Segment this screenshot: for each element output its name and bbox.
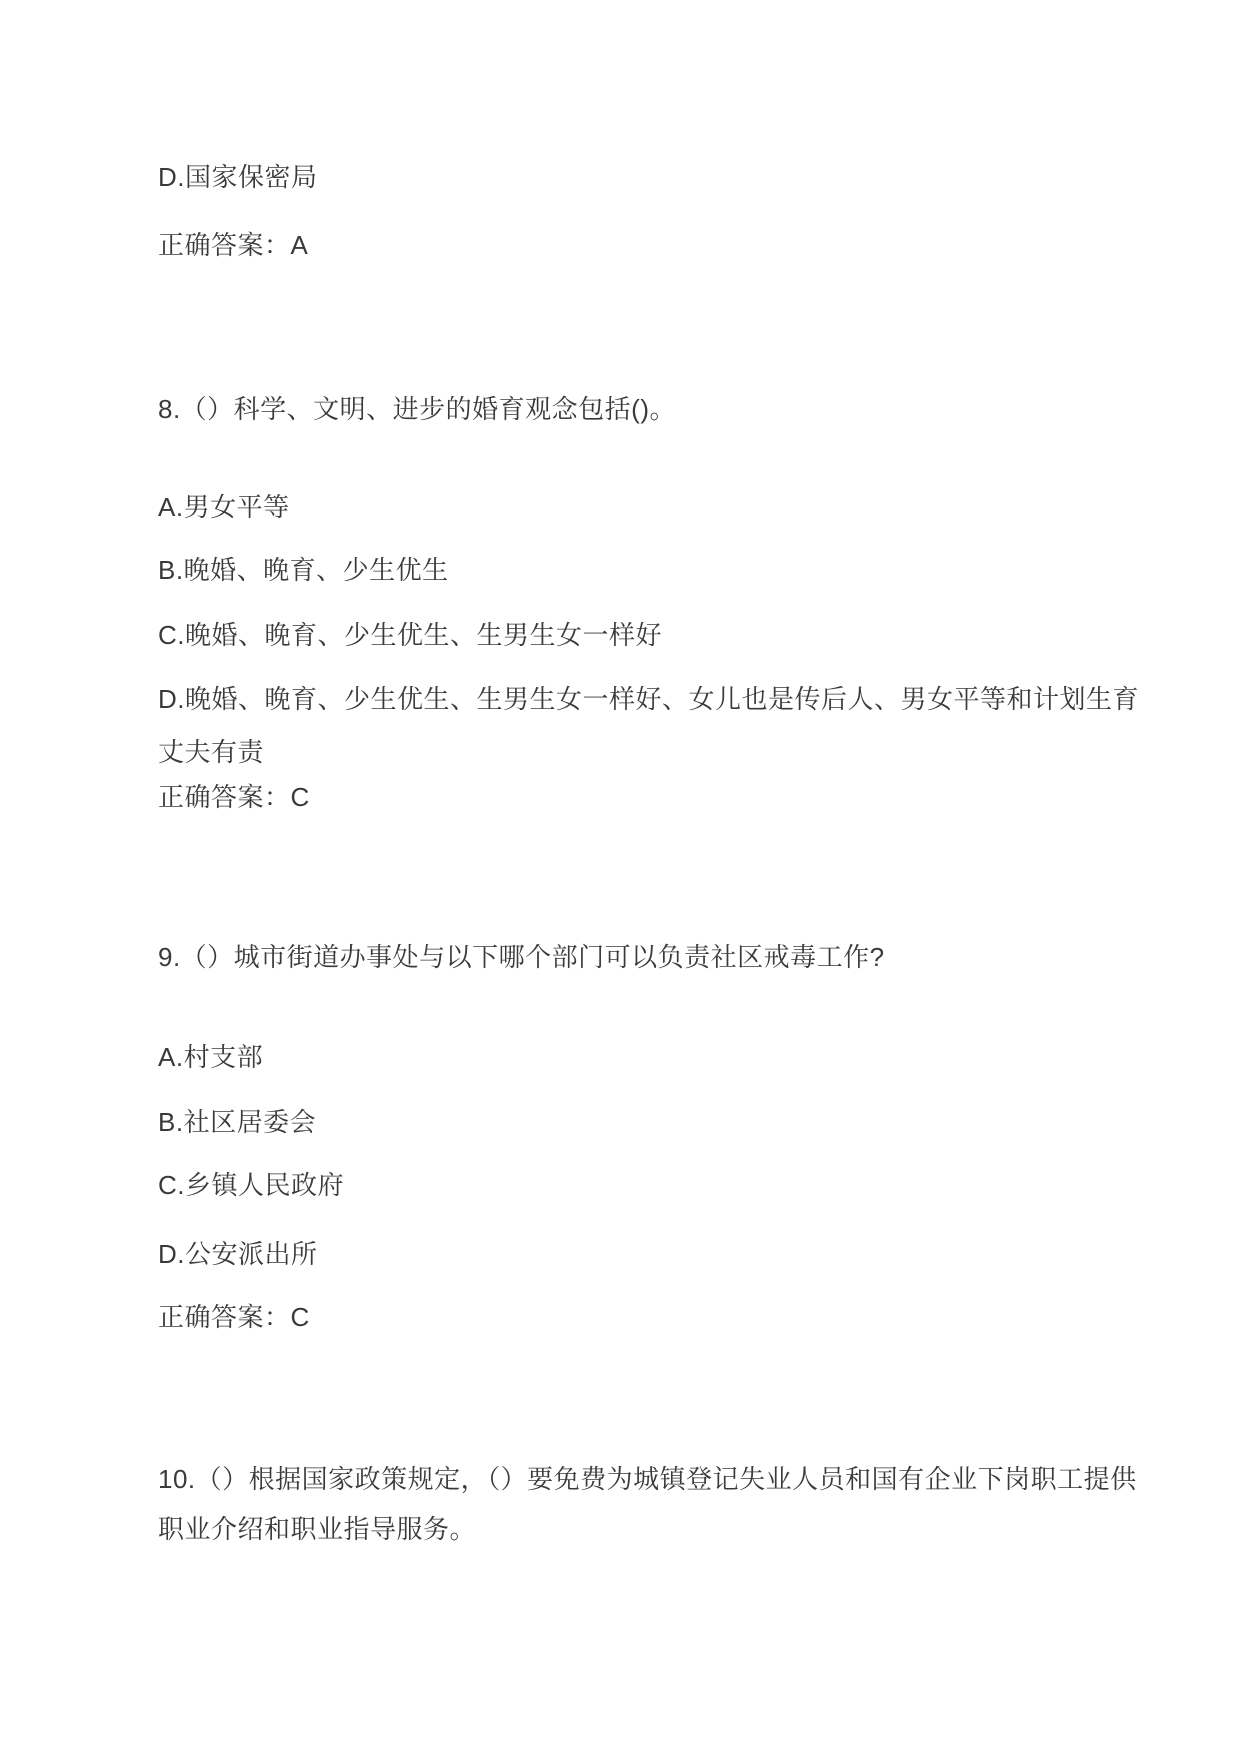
question-9-option-d: D.公安派出所 — [158, 1239, 318, 1269]
question-9-stem: 9.（）城市街道办事处与以下哪个部门可以负责社区戒毒工作? — [158, 942, 885, 972]
question-9-option-a: A.村支部 — [158, 1042, 264, 1072]
question-8-option-d-wrap: 丈夫有责 — [158, 737, 265, 767]
question-9-option-c: C.乡镇人民政府 — [158, 1170, 345, 1200]
question-8-stem: 8.（）科学、文明、进步的婚育观念包括()。 — [158, 394, 677, 424]
prev-question-answer: 正确答案：A — [158, 230, 309, 260]
question-10-stem-wrap: 职业介绍和职业指导服务。 — [158, 1514, 477, 1544]
question-8-option-d: D.晚婚、晚育、少生优生、生男生女一样好、女儿也是传后人、男女平等和计划生育 — [158, 684, 1140, 714]
question-10-stem: 10.（）根据国家政策规定，（）要免费为城镇登记失业人员和国有企业下岗职工提供 — [158, 1464, 1137, 1494]
question-8-option-a: A.男女平等 — [158, 492, 290, 522]
question-8-option-b: B.晚婚、晚育、少生优生 — [158, 555, 449, 585]
question-8-answer: 正确答案：C — [158, 782, 310, 812]
prev-question-option-d: D.国家保密局 — [158, 162, 318, 192]
question-9-option-b: B.社区居委会 — [158, 1107, 317, 1137]
question-9-answer: 正确答案：C — [158, 1302, 310, 1332]
question-8-option-c: C.晚婚、晚育、少生优生、生男生女一样好 — [158, 620, 663, 650]
